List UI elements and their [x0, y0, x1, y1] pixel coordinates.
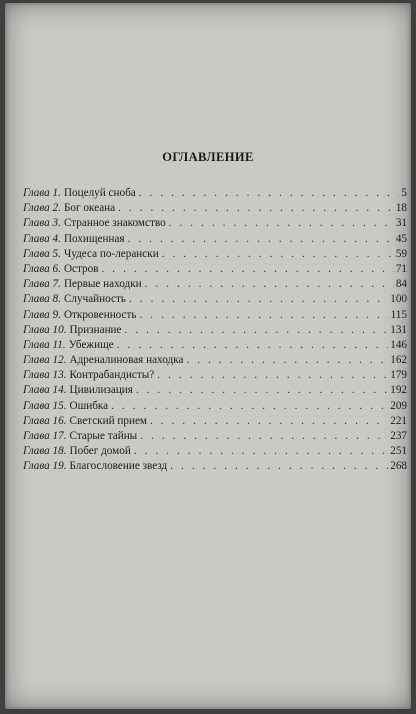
chapter-word: Глава [23, 217, 50, 230]
chapter-num: 4. [52, 232, 61, 245]
book-page [5, 3, 411, 709]
toc-entry [23, 338, 407, 353]
chapter-number [23, 247, 61, 262]
chapter-number [23, 399, 67, 414]
chapter-number [23, 216, 61, 231]
dot-leader [129, 292, 388, 307]
chapter-number [23, 459, 67, 474]
dot-leader [145, 277, 394, 292]
chapter-title: Ошибка [69, 399, 109, 412]
chapter-num: 18. [52, 445, 67, 458]
chapter-word: Глава [23, 369, 50, 382]
dot-leader [150, 414, 388, 429]
dot-leader [118, 201, 394, 216]
chapter-word: Глава [23, 187, 50, 199]
page-number: 146 [390, 338, 407, 351]
chapter-title: Старые тайны [69, 430, 138, 442]
chapter-number [23, 277, 61, 292]
chapter-title: Первые находки [63, 278, 142, 291]
chapter-title: Убежище [68, 338, 114, 351]
toc-entry [23, 308, 407, 323]
chapter-number [23, 308, 61, 323]
dot-leader [128, 232, 394, 247]
chapter-num: 8. [52, 293, 61, 306]
page-number: 162 [390, 354, 407, 367]
page-number: 5 [401, 187, 407, 199]
chapter-num: 15. [52, 399, 67, 412]
chapter-num: 3. [52, 217, 61, 230]
toc-entry [23, 459, 407, 474]
dot-leader [101, 262, 393, 277]
toc-entry [23, 323, 407, 338]
chapter-num: 1. [52, 187, 61, 199]
page-number: 268 [390, 460, 407, 473]
chapter-num: 11. [52, 338, 66, 351]
chapter-word: Глава [23, 262, 50, 275]
chapter-title: Остров [63, 262, 99, 275]
dot-leader [170, 459, 388, 474]
page-title: ОГЛАВЛЕНИЕ [162, 150, 254, 164]
chapter-title: Чудеса по-лерански [63, 247, 159, 260]
toc-entry [23, 444, 407, 459]
chapter-word: Глава [23, 247, 50, 260]
chapter-number [23, 353, 67, 368]
chapter-num: 7. [52, 278, 61, 291]
dot-leader [140, 308, 389, 323]
page-number: 221 [390, 414, 407, 427]
page-number: 115 [390, 308, 407, 321]
page-number: 18 [395, 202, 407, 215]
dot-leader [111, 399, 388, 414]
chapter-word: Глава [23, 338, 50, 351]
toc-entry [23, 262, 407, 277]
toc-entry [23, 186, 407, 201]
chapter-title: Побег домой [69, 445, 131, 458]
chapter-word: Глава [23, 399, 50, 412]
toc-entry [23, 247, 407, 262]
chapter-num: 17. [52, 430, 67, 442]
chapter-number [23, 186, 61, 201]
chapter-word: Глава [23, 414, 50, 427]
chapter-num: 16. [52, 414, 67, 427]
page-number: 131 [390, 323, 407, 336]
toc-entry [23, 429, 407, 444]
chapter-num: 9. [52, 308, 61, 321]
chapter-word: Глава [23, 202, 50, 215]
page-number: 209 [390, 399, 407, 412]
chapter-title: Светский прием [69, 414, 147, 427]
chapter-title: Цивилизация [69, 384, 133, 397]
chapter-number [23, 429, 67, 444]
chapter-number [23, 262, 61, 277]
chapter-num: 2. [52, 202, 61, 215]
page-number: 45 [395, 232, 407, 245]
chapter-title: Откровенность [63, 308, 137, 321]
page-number: 237 [390, 430, 407, 442]
page-number: 59 [395, 247, 407, 260]
dot-leader [186, 353, 388, 368]
chapter-word: Глава [23, 278, 50, 291]
page-number: 179 [390, 369, 407, 382]
toc-entry [23, 353, 407, 368]
dot-leader [117, 338, 388, 353]
toc-entry [23, 292, 407, 307]
table-of-contents [23, 186, 407, 475]
chapter-num: 5. [52, 247, 61, 260]
chapter-number [23, 444, 67, 459]
page-number: 84 [395, 278, 407, 291]
chapter-word: Глава [23, 308, 50, 321]
chapter-number [23, 201, 61, 216]
toc-entry [23, 201, 407, 216]
chapter-title: Контрабандисты? [69, 369, 155, 382]
chapter-title: Бог океана [63, 202, 116, 215]
dot-leader [162, 247, 394, 262]
dot-leader [136, 383, 388, 398]
page-number: 100 [390, 293, 407, 306]
toc-entry [23, 277, 407, 292]
chapter-num: 10. [52, 323, 67, 336]
page-number: 31 [395, 217, 407, 230]
page-number: 71 [395, 262, 407, 275]
chapter-word: Глава [23, 323, 50, 336]
chapter-number [23, 292, 61, 307]
toc-entry [23, 414, 407, 429]
dot-leader [169, 216, 394, 231]
chapter-number [23, 383, 67, 398]
toc-entry [23, 383, 407, 398]
toc-entry [23, 368, 407, 383]
chapter-title: Благословение звезд [69, 460, 168, 473]
chapter-num: 19. [52, 460, 67, 473]
chapter-number [23, 323, 67, 338]
chapter-number [23, 414, 67, 429]
chapter-word: Глава [23, 354, 50, 367]
toc-entry [23, 216, 407, 231]
dot-leader [157, 368, 388, 383]
chapter-title: Похищенная [63, 232, 125, 245]
toc-entry [23, 232, 407, 247]
chapter-title: Поцелуй сноба [63, 187, 136, 199]
chapter-num: 6. [52, 262, 61, 275]
chapter-number [23, 338, 66, 353]
chapter-title: Адреналиновая находка [69, 354, 184, 367]
chapter-title: Признание [69, 323, 122, 336]
chapter-num: 13. [52, 369, 67, 382]
chapter-title: Случайность [63, 293, 126, 306]
chapter-number [23, 368, 67, 383]
chapter-word: Глава [23, 430, 50, 442]
chapter-word: Глава [23, 384, 50, 397]
dot-leader [125, 323, 389, 338]
chapter-title: Странное знакомство [63, 217, 166, 230]
page-number: 251 [390, 445, 407, 458]
chapter-word: Глава [23, 232, 50, 245]
chapter-num: 14. [52, 384, 67, 397]
chapter-word: Глава [23, 460, 50, 473]
toc-entry [23, 399, 407, 414]
chapter-word: Глава [23, 445, 50, 458]
chapter-num: 12. [52, 354, 67, 367]
chapter-word: Глава [23, 293, 50, 306]
dot-leader [139, 186, 400, 201]
page-number: 192 [390, 384, 407, 397]
dot-leader [140, 429, 388, 444]
chapter-number [23, 232, 61, 247]
dot-leader [134, 444, 388, 459]
